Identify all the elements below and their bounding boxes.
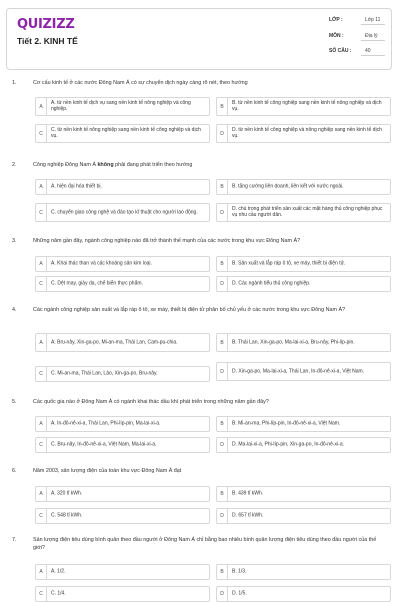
option-b[interactable] bbox=[216, 416, 391, 432]
option-letter: D bbox=[217, 587, 228, 601]
option-b[interactable] bbox=[216, 179, 391, 195]
option-text: D. từ nền kinh tế công nghiệp và nông nghiệp sang nền kinh tế dịch vụ. bbox=[232, 126, 382, 140]
class-value: Lớp 11 bbox=[365, 17, 381, 23]
option-text: C. 1/4. bbox=[51, 590, 66, 597]
option-text: B. 439 tỉ kWh. bbox=[232, 490, 264, 497]
option-letter: A bbox=[36, 334, 47, 351]
option-letter: C bbox=[36, 204, 47, 221]
option-text: A. hiện đại hóa thiết bị. bbox=[51, 183, 102, 190]
option-letter: C bbox=[36, 125, 47, 142]
quizizz-logo: QUIZIZZ bbox=[17, 17, 75, 32]
option-text: B. 1/3. bbox=[232, 568, 247, 575]
option-text: A. In-đô-nê-xi-a, Thái Lan, Phi-líp-pin, Ma-lai-xi-a. bbox=[51, 420, 161, 427]
subject-value: Địa lý bbox=[365, 33, 378, 39]
subject-label: MÔN : bbox=[329, 33, 344, 39]
option-text: D. chú trọng phát triển sản xuất các mặt hàng thủ công nghiệp phục vụ nhu cầu người dân. bbox=[232, 205, 383, 219]
option-letter: A bbox=[36, 565, 47, 579]
option-a[interactable] bbox=[35, 333, 210, 352]
option-c[interactable] bbox=[35, 437, 210, 453]
option-a[interactable] bbox=[35, 486, 210, 502]
option-text: B. từ nền kinh tế công nghiệp sang nền kinh tế nông nghiệp và dịch vụ. bbox=[232, 99, 382, 113]
option-text: C. từ nền kinh tế nông nghiệp sang nền kinh tế công nghiệp và dịch vụ. bbox=[51, 126, 201, 140]
option-b[interactable] bbox=[216, 97, 391, 116]
option-letter: B bbox=[217, 257, 228, 271]
option-b[interactable] bbox=[216, 256, 391, 272]
option-text: A. 1/2. bbox=[51, 568, 66, 575]
option-text: D. Ma-lai-xi-a, Phi-líp-pin, Xin-ga-po, In-đô-nê-xi-a. bbox=[232, 441, 344, 448]
option-text: A. Khai thác than và các khoáng sản kim loại. bbox=[51, 260, 152, 267]
option-c[interactable] bbox=[35, 203, 210, 222]
question-number: 2. bbox=[12, 162, 17, 168]
question-number: 5. bbox=[12, 399, 17, 405]
option-a[interactable] bbox=[35, 416, 210, 432]
count-underline bbox=[361, 55, 385, 56]
option-c[interactable] bbox=[35, 366, 210, 382]
count-value: 40 bbox=[365, 48, 371, 54]
option-text: B. Mi-an-ma, Phi-líp-pin, In-đô-nê-xi-a, Việt Nam. bbox=[232, 420, 341, 427]
option-a[interactable] bbox=[35, 97, 210, 116]
option-letter: B bbox=[217, 417, 228, 431]
option-text: B. Sản xuất và lắp ráp ô tô, xe máy, thiết bị điện tử. bbox=[232, 260, 346, 267]
option-b[interactable] bbox=[216, 333, 391, 352]
subject-underline bbox=[361, 40, 385, 41]
option-d[interactable] bbox=[216, 124, 391, 143]
question-number: 6. bbox=[12, 468, 17, 474]
option-letter: D bbox=[217, 509, 228, 523]
question-stem: Năm 2003, sản lượng điện của toàn khu vực Đông Nam Á đạt bbox=[33, 468, 182, 474]
option-d[interactable] bbox=[216, 437, 391, 453]
option-a[interactable] bbox=[35, 179, 210, 195]
option-letter: C bbox=[36, 587, 47, 601]
count-label: SỐ CÂU : bbox=[329, 48, 352, 54]
option-letter: A bbox=[36, 487, 47, 501]
option-d[interactable] bbox=[216, 276, 391, 292]
option-b[interactable] bbox=[216, 564, 391, 580]
question-stem: Các quốc gia nào ở Đông Nam Á có ngành khai thác dầu khí phát triển trong những năm gần đây? bbox=[33, 399, 269, 405]
option-letter: C bbox=[36, 277, 47, 291]
question-stem bbox=[33, 162, 383, 170]
option-text: B. Thái Lan, Xin-ga-po, Ma-lai-xi-a, Bru-nây, Phi-líp-pin. bbox=[232, 339, 355, 346]
question-number: 7. bbox=[12, 537, 17, 543]
option-d[interactable] bbox=[216, 203, 391, 222]
option-letter: D bbox=[217, 125, 228, 142]
stem-part: phải đang phát triển theo hướng bbox=[113, 162, 193, 168]
option-a[interactable] bbox=[35, 564, 210, 580]
option-letter: D bbox=[217, 363, 228, 380]
option-letter: B bbox=[217, 180, 228, 194]
option-d[interactable] bbox=[216, 362, 391, 381]
option-letter: B bbox=[217, 334, 228, 351]
option-text: D. 1/5. bbox=[232, 590, 247, 597]
option-letter: D bbox=[217, 438, 228, 452]
option-text: A. từ nền kinh tế dịch vụ sang nền kinh tế nông nghiệp và công nghiệp. bbox=[51, 99, 191, 113]
option-letter: A bbox=[36, 180, 47, 194]
option-a[interactable] bbox=[35, 256, 210, 272]
option-text: C. Bru-nây, In-đô-nê-xi-a, Việt Nam, Ma-lai-xi-a. bbox=[51, 441, 157, 448]
option-text: C. chuyển giao công nghệ và đào tạo kĩ thuật cho người lao động. bbox=[51, 209, 198, 216]
quiz-header bbox=[6, 8, 392, 70]
question-stem: Các ngành công nghiệp sản xuất và lắp ráp ô tô, xe máy, thiết bị điện tử phân bố chủ yếu ở các nước trong khu vực Đông Nam Á? bbox=[33, 307, 346, 313]
stem-part: Công nghiệp Đông Nam Á bbox=[33, 162, 98, 168]
question-number: 4. bbox=[12, 307, 17, 313]
question-stem: Cơ cấu kinh tế ở các nước Đông Nam Á có sự chuyển dịch ngày càng rõ nét, theo hướng bbox=[33, 80, 248, 86]
option-text: A. Bru-nây, Xin-ga-po, Mi-an-ma, Thái Lan, Cam-pu-chia. bbox=[51, 339, 178, 346]
option-d[interactable] bbox=[216, 508, 391, 524]
option-text: C. Dệt may, giày da, chế biến thực phẩm. bbox=[51, 280, 143, 287]
option-letter: D bbox=[217, 277, 228, 291]
option-letter: D bbox=[217, 204, 228, 221]
question-stem: Những năm gần đây, ngành công nghiệp nào đã trở thành thế mạnh của các nước trong khu vực Đông Nam Á? bbox=[33, 238, 301, 244]
option-letter: B bbox=[217, 565, 228, 579]
option-letter: C bbox=[36, 509, 47, 523]
lesson-title: Tiết 2. KINH TẾ bbox=[17, 36, 78, 46]
option-letter: B bbox=[217, 487, 228, 501]
class-label: LỚP : bbox=[329, 17, 343, 23]
option-text: D. 657 tỉ kWh. bbox=[232, 512, 264, 519]
option-text: D. Các ngành tiểu thủ công nghiệp. bbox=[232, 280, 311, 287]
option-letter: A bbox=[36, 257, 47, 271]
option-text: D. Xin-ga-po, Ma-lai-xi-a, Thái Lan, In-đô-nê-xi-a, Việt Nam. bbox=[232, 368, 365, 375]
question-stem: Sản lượng điện tiêu dùng bình quân theo đầu người ở Đông Nam Á chỉ bằng bao nhiêu bình quân lượng điện tiêu dùng theo đầu người của thế giới? bbox=[33, 537, 377, 551]
option-letter: C bbox=[36, 367, 47, 381]
option-letter: C bbox=[36, 438, 47, 452]
option-text: A. 320 tỉ kWh. bbox=[51, 490, 83, 497]
question-number: 3. bbox=[12, 238, 17, 244]
option-letter: A bbox=[36, 417, 47, 431]
option-letter: B bbox=[217, 98, 228, 115]
class-underline bbox=[361, 24, 385, 25]
option-b[interactable] bbox=[216, 486, 391, 502]
option-text: C. Mi-an-ma, Thái Lan, Lào, Xin-ga-po, Bru-nây. bbox=[51, 370, 158, 377]
option-letter: A bbox=[36, 98, 47, 115]
option-text: B. tăng cường liên doanh, liên kết với nước ngoài. bbox=[232, 183, 344, 190]
option-c[interactable] bbox=[35, 508, 210, 524]
option-c[interactable] bbox=[35, 124, 210, 143]
stem-emphasis: không bbox=[97, 162, 114, 168]
option-c[interactable] bbox=[35, 276, 210, 292]
option-text: C. 548 tỉ kWh. bbox=[51, 512, 83, 519]
question-number: 1. bbox=[12, 80, 17, 86]
